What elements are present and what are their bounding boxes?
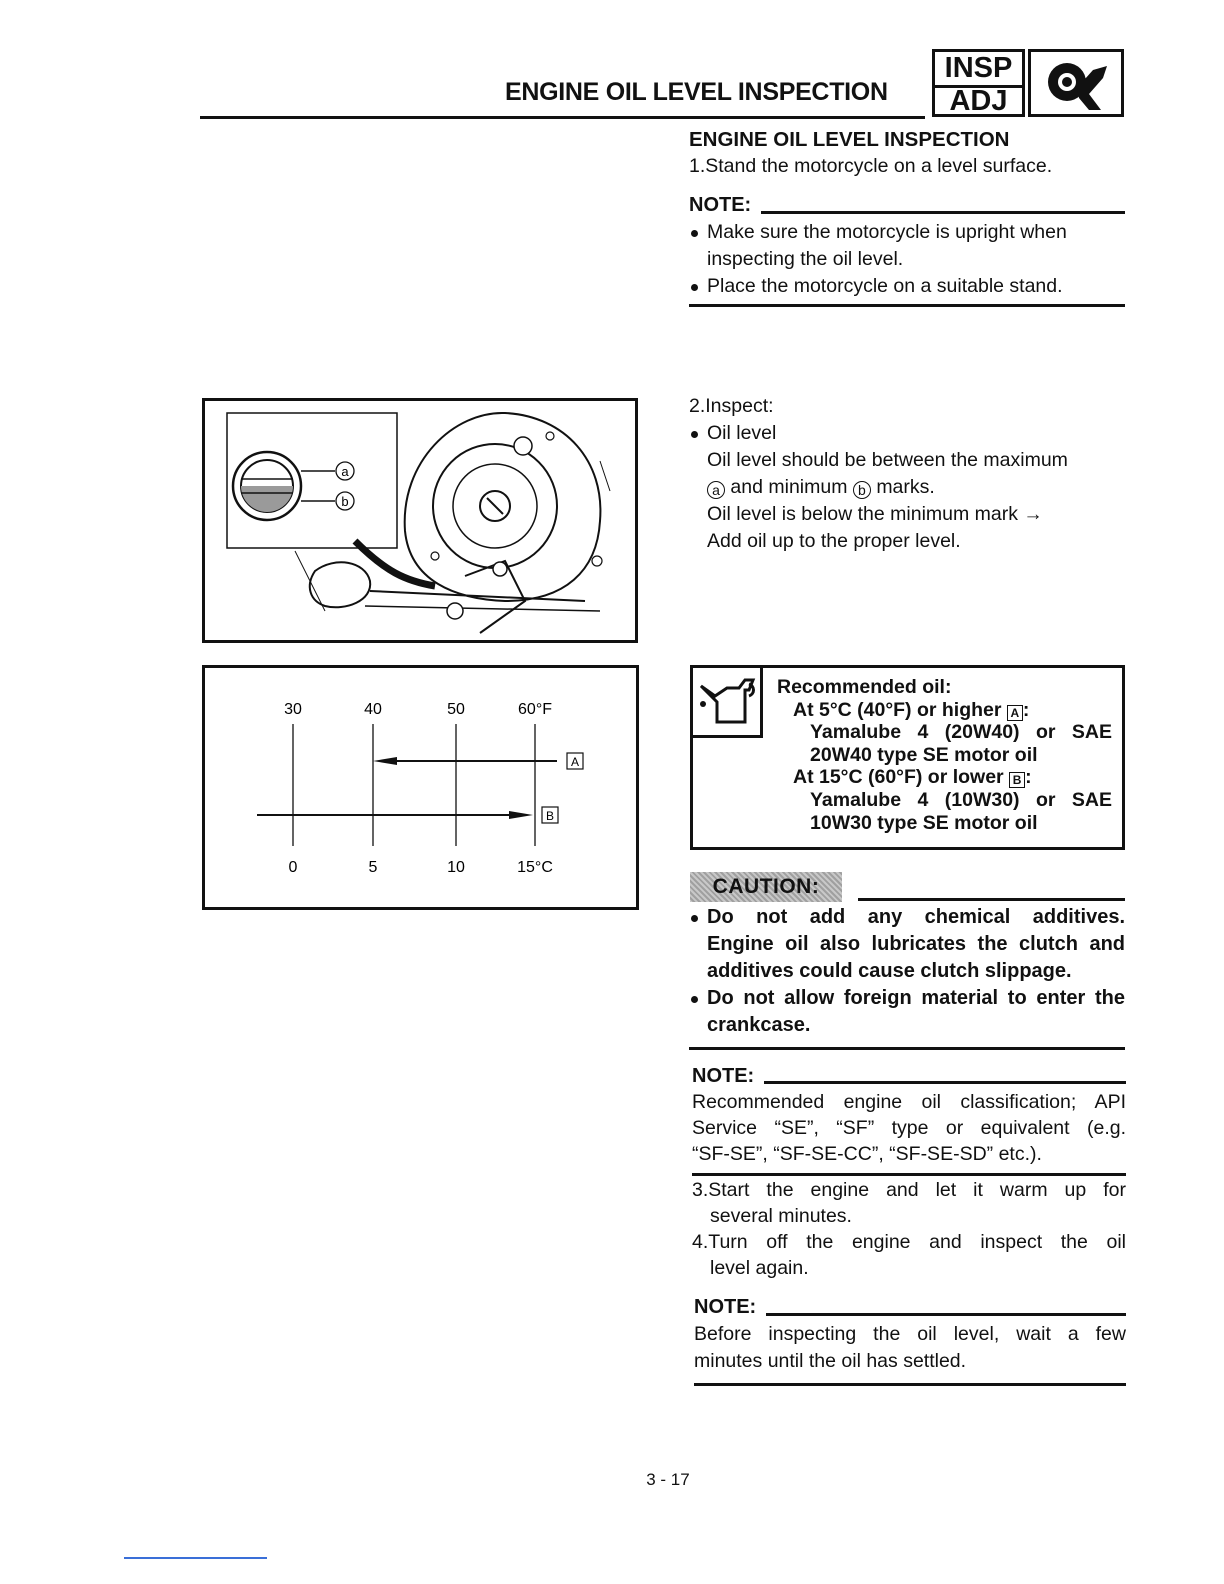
note-3-label: NOTE: xyxy=(694,1296,757,1318)
top-tick-label: 40 xyxy=(364,701,382,718)
mark-B: B xyxy=(1009,772,1025,788)
step-2-text-marks: marks. xyxy=(876,476,935,498)
top-tick-label: 50 xyxy=(447,701,465,718)
note-1-rule xyxy=(689,304,1125,307)
bottom-tick-label: 0 xyxy=(288,859,298,876)
range-B-arrowhead xyxy=(509,811,533,819)
section-intro xyxy=(689,126,1125,307)
oil-can-icon xyxy=(693,668,763,738)
label-b: b xyxy=(341,494,349,509)
rec-line4-text: At 15°C (60°F) or lower xyxy=(793,766,1004,789)
note-2 xyxy=(692,1063,1126,1176)
mark-a-symbol: a xyxy=(707,481,725,499)
temperature-chart-svg xyxy=(205,668,636,907)
step-2-title: 2.Inspect: xyxy=(689,395,774,417)
note-3 xyxy=(694,1294,1126,1386)
step-2-marks-line xyxy=(689,474,1125,501)
rec-line6: 10W30 type SE motor oil xyxy=(810,811,1038,834)
steps-3-4 xyxy=(692,1177,1126,1281)
bottom-tick-label: 10 xyxy=(447,859,465,876)
caution-bullet: Do not allow foreign material to enter the xyxy=(689,985,1125,1012)
note-1-label: NOTE: xyxy=(689,194,752,216)
badge-insp: INSP xyxy=(935,52,1022,88)
bottom-tick-label: 15°C xyxy=(517,859,553,876)
rec-line2: Yamalube 4 (20W40) or SAE xyxy=(810,721,1112,744)
bottom-tick-label: 5 xyxy=(368,859,378,876)
insp-adj-badge xyxy=(932,49,1025,117)
step-4: 4.Turn off the engine and inspect the oil xyxy=(692,1231,1126,1253)
rec-line4: At 15°C (60°F) or lower B : xyxy=(793,766,1032,789)
step-2-text: Add oil up to the proper level. xyxy=(707,530,961,552)
note-2-text: Recommended engine oil classification; API xyxy=(692,1091,1126,1113)
caution-bullet: Do not add any chemical additives. xyxy=(689,904,1125,931)
rec-line5: Yamalube 4 (10W30) or SAE xyxy=(810,788,1112,811)
engine-oil-window-illustration xyxy=(205,401,635,640)
caution-rule xyxy=(858,898,1125,901)
mark-A: A xyxy=(1007,705,1023,721)
note-2-text: “SF-SE”, “SF-SE-CC”, “SF-SE-SD” etc.). xyxy=(692,1143,1042,1165)
note-3-text: Before inspecting the oil level, wait a few xyxy=(694,1323,1126,1345)
top-tick-label: 30 xyxy=(284,701,302,718)
range-A-label: A xyxy=(570,755,580,769)
rec-line1-text: At 5°C (40°F) or higher xyxy=(793,698,1002,721)
rec-line1: At 5°C (40°F) or higher A : xyxy=(793,698,1030,721)
note-1-header xyxy=(689,192,1125,219)
rec-line3: 20W40 type SE motor oil xyxy=(810,743,1038,766)
note-3-header xyxy=(694,1294,1126,1321)
note-2-label: NOTE: xyxy=(692,1065,755,1087)
caution-text: Engine oil also lubricates the clutch and xyxy=(707,933,1125,955)
caution-bottom-rule xyxy=(689,1047,1125,1050)
note-3-text: minutes until the oil has settled. xyxy=(694,1350,967,1372)
engine-figure xyxy=(202,398,638,643)
step-3-cont: several minutes. xyxy=(710,1205,852,1227)
note-2-rule xyxy=(692,1173,1126,1176)
range-A-arrowhead xyxy=(373,757,397,765)
badge-adj: ADJ xyxy=(949,85,1008,117)
rec-title: Recommended oil: xyxy=(777,676,952,698)
note-1-bullet: Make sure the motorcycle is upright when inspecting the oil level. xyxy=(689,219,1125,273)
recommended-oil-text xyxy=(777,676,1112,834)
label-a: a xyxy=(341,464,349,479)
footer-line xyxy=(124,1557,267,1559)
caution-label: CAUTION: xyxy=(690,872,842,902)
note-3-rule xyxy=(694,1383,1126,1386)
caution-text: additives could cause clutch slippage. xyxy=(707,960,1072,982)
caution-body xyxy=(689,904,1125,1050)
step-3: 3.Start the engine and let it warm up for xyxy=(692,1179,1126,1201)
note-2-text: Service “SE”, “SF” type or equivalent (e.g. xyxy=(692,1117,1126,1139)
note-1-bullet: Place the motorcycle on a suitable stand. xyxy=(689,273,1125,300)
step-2-text-min: and minimum xyxy=(730,476,848,498)
range-B-label: B xyxy=(545,809,555,823)
step-2-text: Oil level is below the minimum mark → xyxy=(707,503,1043,525)
wrench-magnifier-icon xyxy=(1028,49,1124,117)
page-number: 3 - 17 xyxy=(646,1470,690,1489)
page-title: ENGINE OIL LEVEL INSPECTION xyxy=(505,78,888,106)
step-1: 1.Stand the motorcycle on a level surface. xyxy=(689,155,1053,177)
header-rule xyxy=(200,116,925,119)
section-title: ENGINE OIL LEVEL INSPECTION xyxy=(689,128,1010,151)
step-2-bullet: Oil level xyxy=(689,420,1125,447)
note-2-header xyxy=(692,1063,1126,1089)
step-4-cont: level again. xyxy=(710,1257,809,1279)
top-tick-label: 60°F xyxy=(518,701,552,718)
temperature-chart xyxy=(202,665,639,910)
step-2-text: Oil level should be between the maximum xyxy=(707,449,1068,471)
mark-b-symbol: b xyxy=(853,481,871,499)
step-2 xyxy=(689,393,1125,555)
caution-text: crankcase. xyxy=(707,1014,811,1036)
recommended-oil-box xyxy=(690,665,1125,850)
